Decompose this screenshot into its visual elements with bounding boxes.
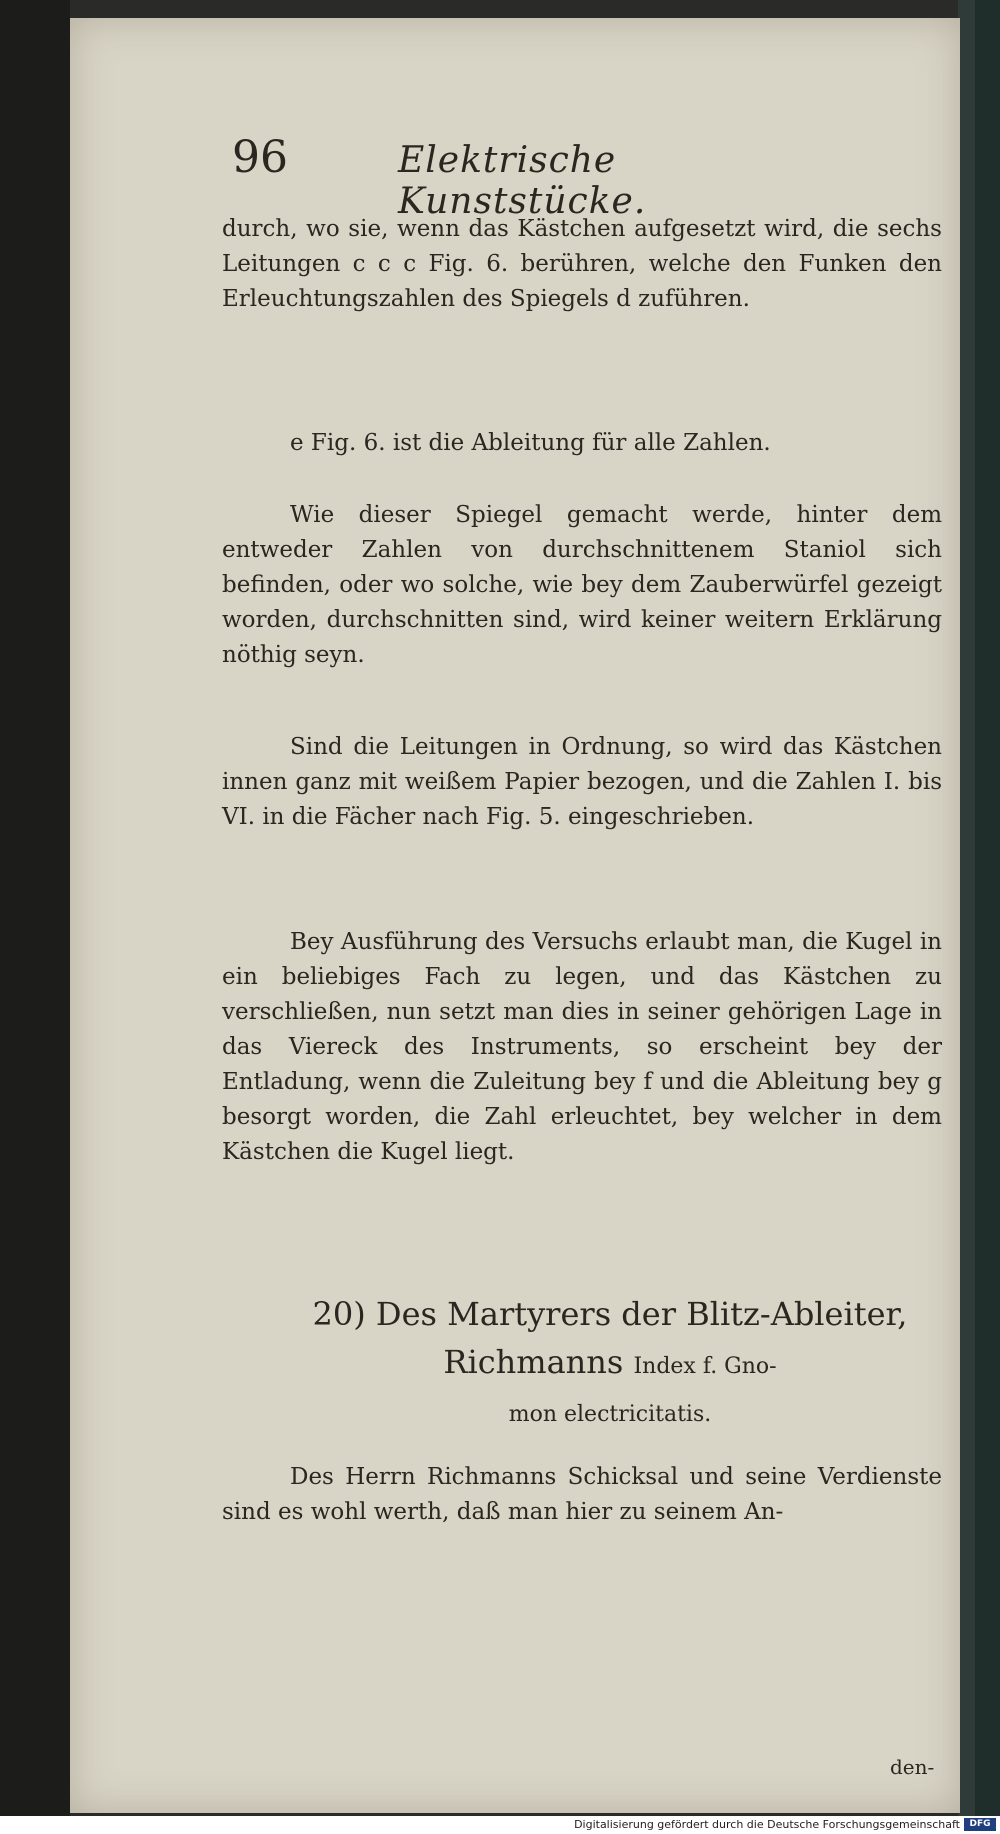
paragraph-text: e Fig. 6. ist die Ableitung für alle Zahlen. (290, 430, 771, 456)
paragraph-4 (222, 730, 942, 835)
section-heading-name: Richmanns (443, 1343, 624, 1381)
section-heading-line-1: 20) Des Martyrers der Blitz-Ableiter, (312, 1295, 908, 1333)
running-title: Elektrische Kunststücke. (398, 140, 647, 222)
paragraph-5 (222, 925, 942, 1170)
page-header (160, 130, 800, 222)
section-heading-line-2 (280, 1338, 940, 1391)
book-spine-band (958, 0, 976, 1820)
paragraph-text: Sind die Leitungen in Ordnung, so wird das Kästchen innen ganz mit weißem Papier bezogen, und die Zahlen I. bis VI. in die Fächer nach Fig. 5. eingeschrieben. (222, 734, 942, 830)
paragraph-1 (222, 212, 942, 317)
book-cover-edge (975, 0, 1000, 1820)
paragraph-text: Des Herrn Richmanns Schicksal und seine Verdienste sind es wohl werth, daß man hier zu seinem An- (222, 1464, 942, 1525)
paragraph-3 (222, 498, 942, 673)
paragraph-text: Bey Ausführung des Versuchs erlaubt man, die Kugel in ein beliebiges Fach zu legen, und das Kästchen zu verschließen, nun setzt man dies in seiner gehörigen Lage in das Viereck des Instruments, so erscheint bey der Entladung, wenn die Zuleitung bey f und die Ableitung bey g besorgt worden, die Zahl erleuchtet, bey welcher in dem Kästchen die Kugel liegt. (222, 929, 942, 1165)
section-heading-line-3: mon electricitatis. (508, 1402, 712, 1427)
paragraph-2 (290, 430, 890, 456)
page-number: 96 (232, 132, 288, 183)
dfg-logo-icon: DFG (964, 1818, 996, 1831)
section-heading (280, 1290, 940, 1439)
paragraph-text: Wie dieser Spiegel gemacht werde, hinter dem entweder Zahlen von durchschnittenem Staniol sich befinden, oder wo solche, wie bey dem Zauberwürfel gezeigt worden, durchschnitten sind, wird keiner weitern Erklärung nöthig seyn. (222, 502, 942, 668)
scan-left-edge (0, 0, 70, 1820)
section-heading-latin: Index f. Gno- (633, 1354, 777, 1379)
paragraph-text: durch, wo sie, wenn das Kästchen aufgesetzt wird, die sechs Leitungen c c c Fig. 6. berühren, welche den Funken den Erleuchtungszahlen des Spiegels d zuführen. (222, 216, 942, 312)
footer-note: Digitalisierung gefördert durch die Deutsche Forschungsgemeinschaft (574, 1818, 960, 1831)
digitization-footer (0, 1816, 1000, 1834)
catch-word: den- (890, 1755, 935, 1779)
paragraph-6 (222, 1460, 942, 1530)
